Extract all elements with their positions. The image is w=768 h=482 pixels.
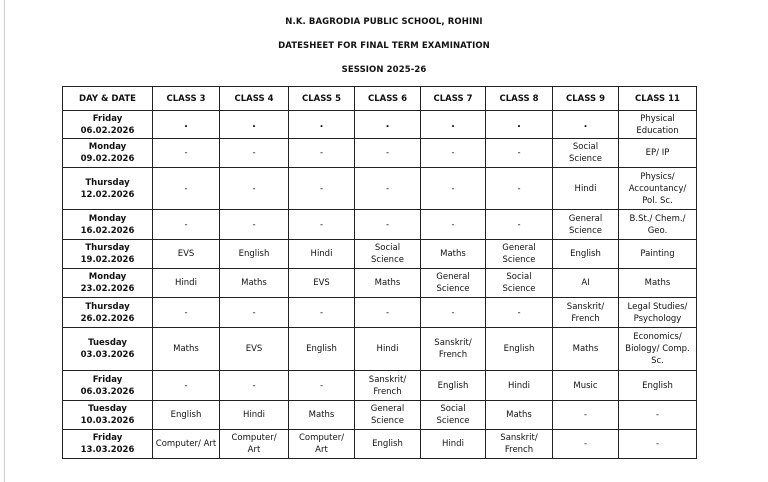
- date-label: 09.02.2026: [80, 154, 135, 164]
- subject-cell: Maths: [355, 269, 421, 298]
- subject-cell: .: [355, 111, 421, 139]
- subject-cell: Social Science: [421, 401, 486, 430]
- subject-cell: Hindi: [486, 371, 553, 401]
- date-label: 10.03.2026: [80, 416, 135, 426]
- subject-cell: Maths: [553, 328, 619, 371]
- column-header-day-date: DAY & DATE: [63, 87, 153, 111]
- subject-cell: English: [486, 328, 553, 371]
- day-date-cell: [63, 430, 153, 459]
- subject-cell: AI: [553, 269, 619, 298]
- day-label: Monday: [88, 272, 127, 282]
- subject-cell: Physical Education: [619, 111, 697, 139]
- day-date-cell: [63, 401, 153, 430]
- subject-cell: English: [421, 371, 486, 401]
- subject-cell: Hindi: [355, 328, 421, 371]
- table-row: [63, 401, 697, 430]
- subject-cell: English: [220, 240, 289, 269]
- subject-cell: -: [289, 371, 355, 401]
- day-label: Tuesday: [88, 404, 127, 414]
- subject-cell: Sanskrit/ French: [355, 371, 421, 401]
- column-header-class-7: CLASS 7: [421, 87, 486, 111]
- subject-cell: -: [486, 210, 553, 240]
- subject-cell: -: [153, 371, 220, 401]
- subject-cell: Legal Studies/ Psychology: [619, 298, 697, 328]
- subject-cell: Sanskrit/ French: [553, 298, 619, 328]
- subject-cell: General Science: [553, 210, 619, 240]
- subject-cell: Maths: [421, 240, 486, 269]
- day-label: Thursday: [85, 301, 130, 312]
- date-label: 06.03.2026: [80, 386, 135, 397]
- table-row: [63, 328, 697, 371]
- date-label: 03.03.2026: [80, 350, 135, 360]
- subject-cell: Maths: [289, 401, 355, 430]
- day-date-cell: [63, 240, 153, 269]
- subject-cell: .: [421, 111, 486, 139]
- subject-cell: -: [153, 210, 220, 240]
- subject-cell: General Science: [421, 269, 486, 298]
- day-date-cell: [63, 328, 153, 371]
- day-label: Friday: [92, 113, 123, 124]
- subject-cell: -: [619, 401, 697, 430]
- subject-cell: .: [553, 111, 619, 139]
- subject-cell: .: [289, 111, 355, 139]
- subject-cell: Social Science: [553, 139, 619, 168]
- date-label: 26.02.2026: [80, 313, 135, 324]
- subject-cell: Computer/ Art: [220, 430, 289, 459]
- subject-cell: Hindi: [220, 401, 289, 430]
- subject-cell: EVS: [153, 240, 220, 269]
- subject-cell: Computer/ Art: [289, 430, 355, 459]
- subject-cell: -: [486, 139, 553, 168]
- session-label: SESSION 2025-26: [341, 65, 427, 75]
- subject-cell: Computer/ Art: [153, 430, 220, 459]
- column-header-class-9: CLASS 9: [553, 87, 619, 111]
- day-label: Friday: [92, 374, 123, 385]
- subject-cell: EP/ IP: [619, 139, 697, 168]
- date-label: 12.02.2026: [80, 189, 135, 200]
- subject-cell: -: [553, 401, 619, 430]
- subject-cell: -: [421, 210, 486, 240]
- column-header-class-5: CLASS 5: [289, 87, 355, 111]
- day-label: Thursday: [85, 177, 130, 188]
- subject-cell: -: [421, 168, 486, 210]
- day-date-cell: [63, 168, 153, 210]
- table-row: [63, 240, 697, 269]
- subject-cell: -: [220, 139, 289, 168]
- subject-cell: English: [355, 430, 421, 459]
- subject-cell: Music: [553, 371, 619, 401]
- subject-cell: English: [153, 401, 220, 430]
- subject-cell: -: [355, 210, 421, 240]
- date-label: 13.03.2026: [80, 445, 135, 455]
- subject-cell: Sanskrit/ French: [486, 430, 553, 459]
- subject-cell: Maths: [619, 269, 697, 298]
- school-name: N.K. BAGRODIA PUBLIC SCHOOL, ROHINI: [285, 17, 483, 27]
- subject-cell: .: [486, 111, 553, 139]
- day-date-cell: [63, 298, 153, 328]
- date-label: 06.02.2026: [80, 125, 135, 136]
- table-row: [63, 139, 697, 168]
- table-row: [63, 371, 697, 401]
- subject-cell: -: [486, 298, 553, 328]
- day-label: Thursday: [85, 243, 130, 253]
- subject-cell: General Science: [355, 401, 421, 430]
- subject-cell: Maths: [220, 269, 289, 298]
- column-header-class-6: CLASS 6: [355, 87, 421, 111]
- date-label: 23.02.2026: [80, 284, 135, 294]
- subject-cell: -: [355, 168, 421, 210]
- subject-cell: Social Science: [486, 269, 553, 298]
- datesheet-table: [62, 86, 697, 459]
- day-date-cell: [63, 111, 153, 139]
- subject-cell: Sanskrit/ French: [421, 328, 486, 371]
- subject-cell: -: [220, 298, 289, 328]
- table-row: [63, 298, 697, 328]
- column-header-class-4: CLASS 4: [220, 87, 289, 111]
- subject-cell: .: [220, 111, 289, 139]
- subject-cell: -: [486, 168, 553, 210]
- subject-cell: -: [220, 210, 289, 240]
- subject-cell: Painting: [619, 240, 697, 269]
- subject-cell: -: [289, 139, 355, 168]
- date-label: 16.02.2026: [80, 225, 135, 236]
- subject-cell: B.St./ Chem./ Geo.: [619, 210, 697, 240]
- table-row: [63, 168, 697, 210]
- day-label: Friday: [92, 433, 123, 443]
- day-date-cell: [63, 210, 153, 240]
- subject-cell: Physics/ Accountancy/ Pol. Sc.: [619, 168, 697, 210]
- subject-cell: Hindi: [421, 430, 486, 459]
- subject-cell: -: [553, 430, 619, 459]
- subject-cell: English: [619, 371, 697, 401]
- day-label: Monday: [88, 213, 127, 224]
- table-row: [63, 269, 697, 298]
- table-row: [63, 111, 697, 139]
- subject-cell: Hindi: [553, 168, 619, 210]
- subject-cell: -: [421, 139, 486, 168]
- subject-cell: -: [289, 298, 355, 328]
- subject-cell: Maths: [486, 401, 553, 430]
- table-header-row: [63, 87, 697, 111]
- datesheet-title: DATESHEET FOR FINAL TERM EXAMINATION: [278, 41, 490, 51]
- subject-cell: -: [153, 168, 220, 210]
- subject-cell: Hindi: [289, 240, 355, 269]
- day-date-cell: [63, 269, 153, 298]
- day-date-cell: [63, 371, 153, 401]
- subject-cell: .: [153, 111, 220, 139]
- subject-cell: EVS: [220, 328, 289, 371]
- subject-cell: -: [619, 430, 697, 459]
- subject-cell: EVS: [289, 269, 355, 298]
- subject-cell: -: [153, 139, 220, 168]
- subject-cell: Maths: [153, 328, 220, 371]
- date-label: 19.02.2026: [80, 255, 135, 265]
- subject-cell: Hindi: [153, 269, 220, 298]
- subject-cell: -: [289, 168, 355, 210]
- table-row: [63, 430, 697, 459]
- column-header-class-3: CLASS 3: [153, 87, 220, 111]
- subject-cell: -: [289, 210, 355, 240]
- subject-cell: -: [153, 298, 220, 328]
- day-label: Tuesday: [88, 338, 127, 348]
- subject-cell: -: [220, 371, 289, 401]
- subject-cell: Economics/ Biology/ Comp. Sc.: [619, 328, 697, 371]
- subject-cell: -: [220, 168, 289, 210]
- table-row: [63, 210, 697, 240]
- subject-cell: English: [553, 240, 619, 269]
- column-header-class-11: CLASS 11: [619, 87, 697, 111]
- day-date-cell: [63, 139, 153, 168]
- subject-cell: General Science: [486, 240, 553, 269]
- subject-cell: Social Science: [355, 240, 421, 269]
- subject-cell: -: [355, 298, 421, 328]
- subject-cell: English: [289, 328, 355, 371]
- day-label: Monday: [88, 142, 127, 152]
- subject-cell: -: [421, 298, 486, 328]
- subject-cell: -: [355, 139, 421, 168]
- column-header-class-8: CLASS 8: [486, 87, 553, 111]
